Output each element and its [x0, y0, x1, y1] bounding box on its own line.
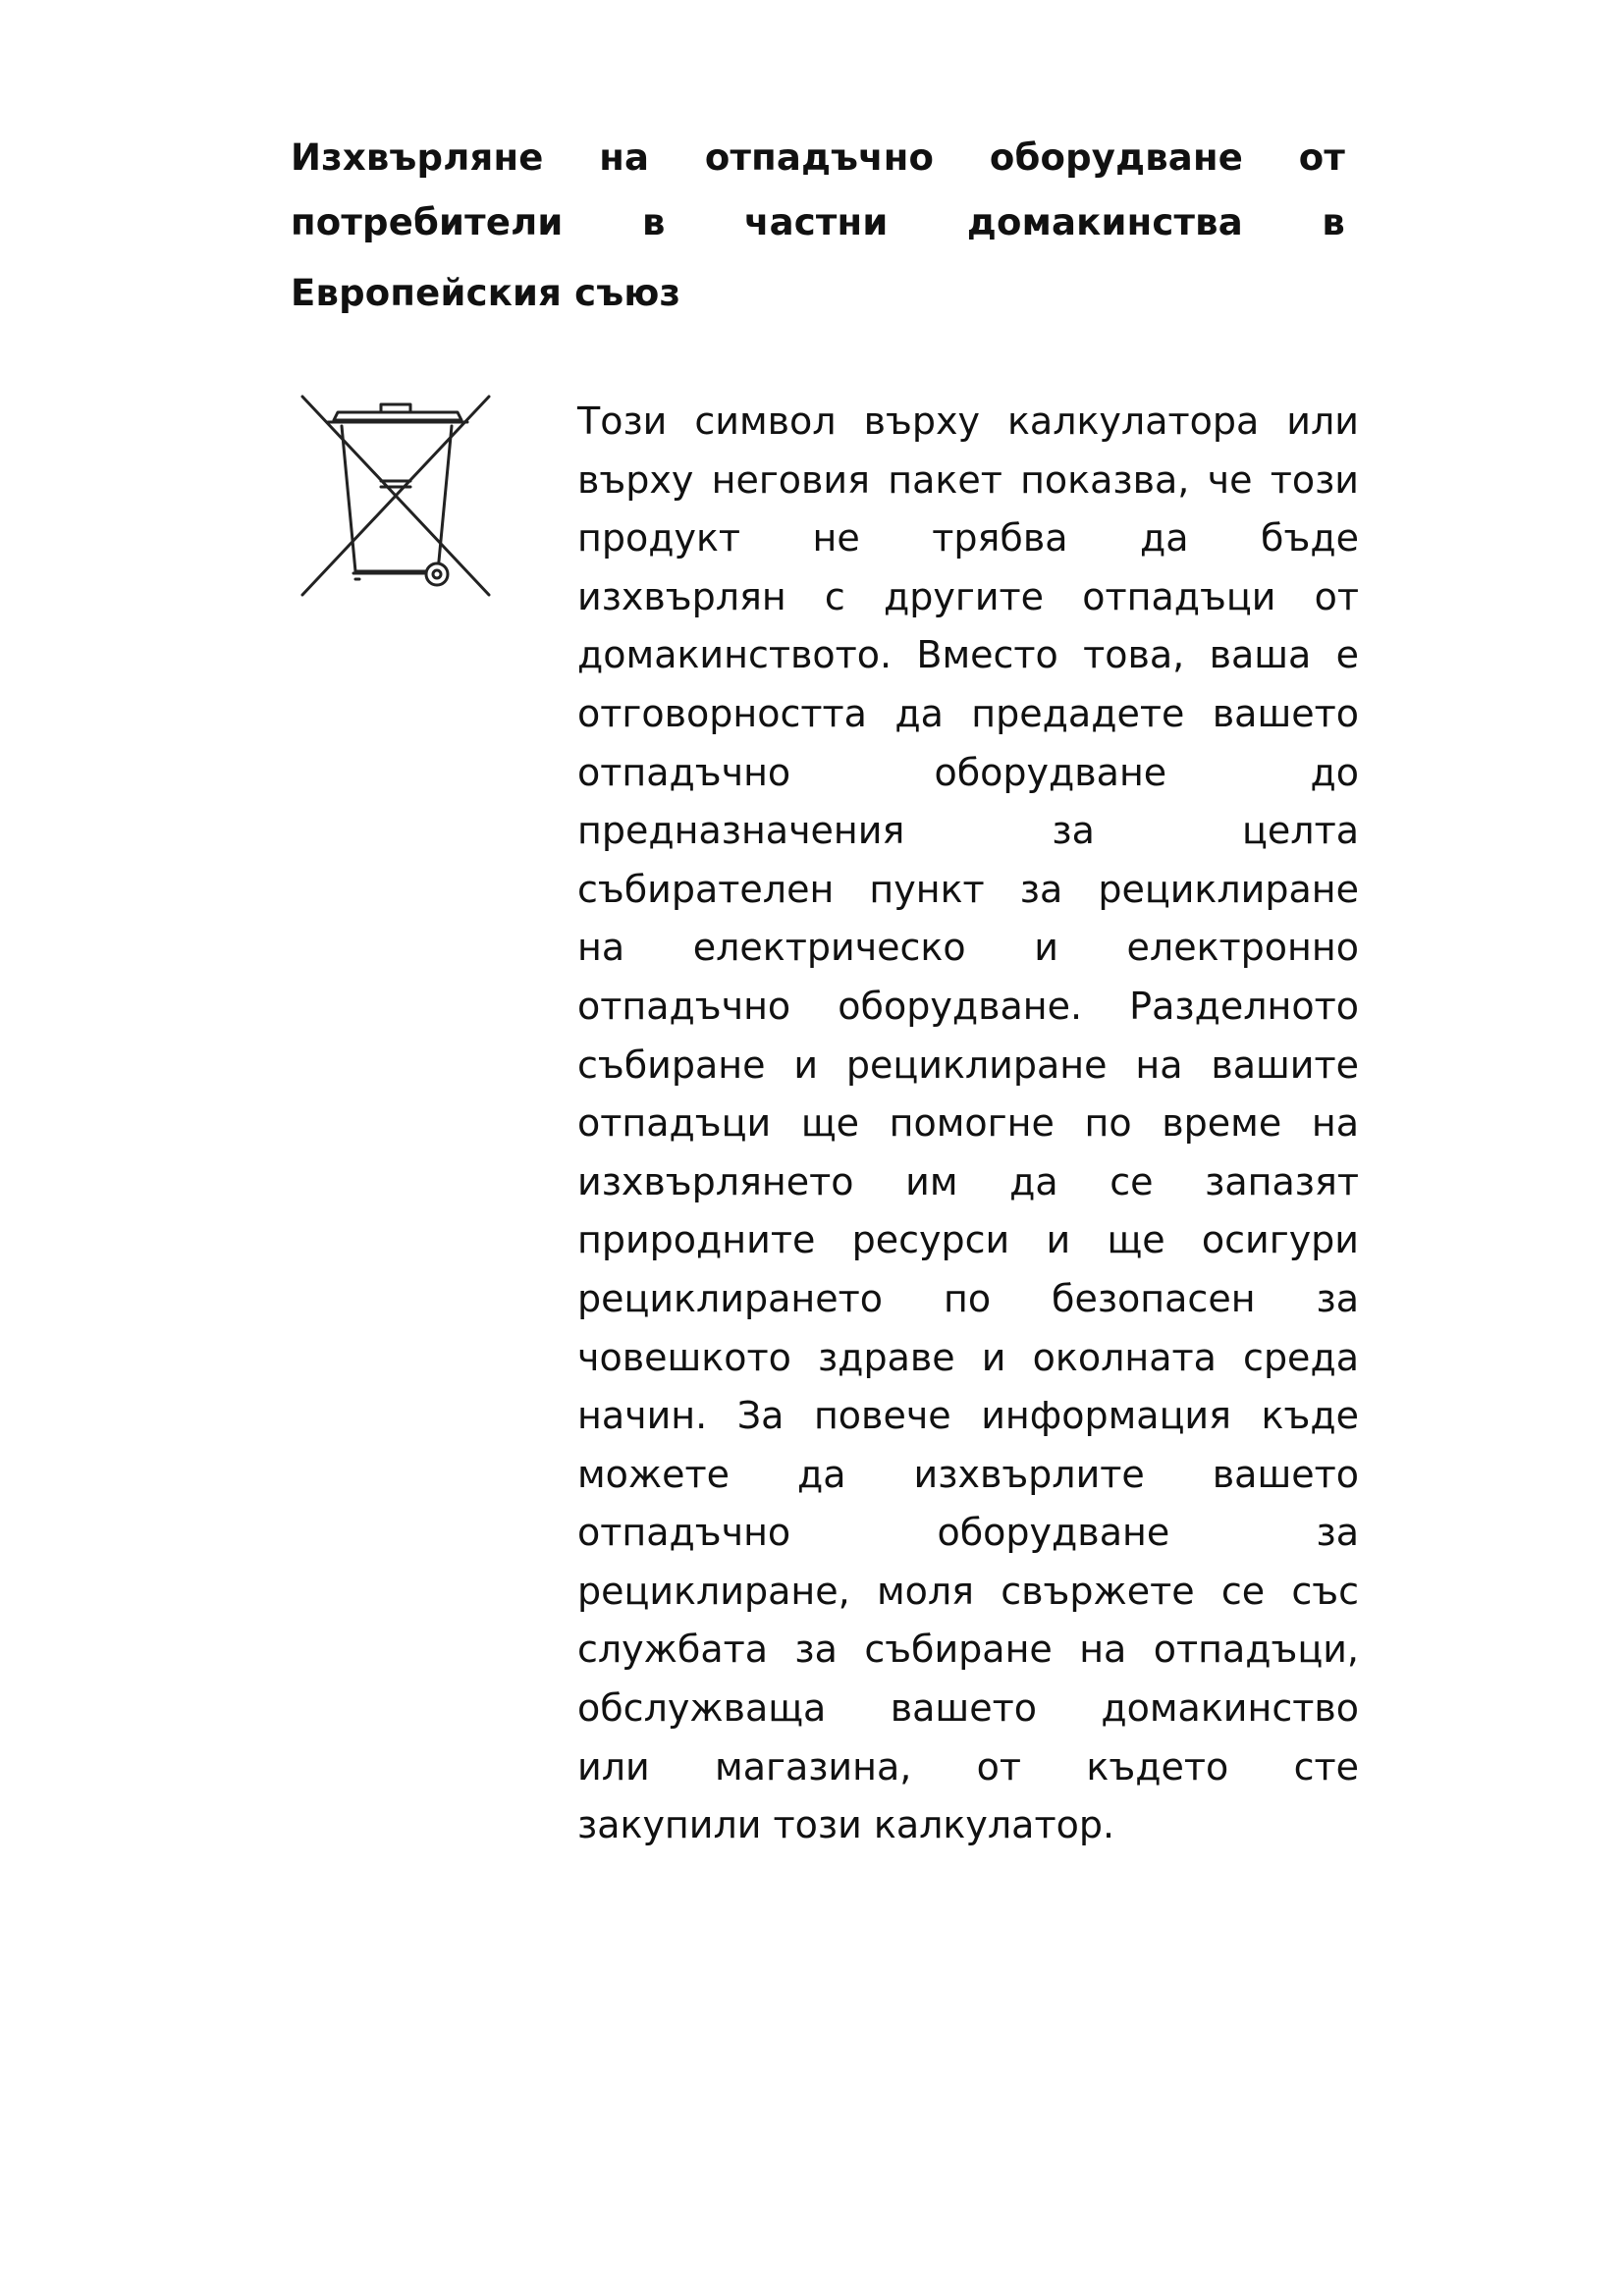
text-line: или магазина, от където сте [577, 1744, 1359, 1789]
text-line: можете да изхвърлите вашето [577, 1452, 1359, 1496]
text-line: продукт не трябва да бъде [577, 516, 1359, 561]
text-line: рециклирането по безопасен за [577, 1276, 1359, 1320]
text-line: отговорността да предадете вашето [577, 691, 1359, 735]
text-line: отпадъчно оборудване за [577, 1511, 1359, 1555]
title-line: Европейския съюз [291, 272, 681, 314]
text-line: службата за събиране на отпадъци, [577, 1628, 1359, 1672]
text-line: начин. За повече информация къде [577, 1394, 1359, 1438]
disposal-notice-text [577, 393, 1359, 1855]
text-line: отпадъчно оборудване до [577, 750, 1359, 794]
title-line: Изхвърляне на отпадъчно оборудване от [291, 136, 1345, 179]
text-line: отпадъчно оборудване. Разделното [577, 984, 1359, 1028]
text-line: обслужваща вашето домакинство [577, 1686, 1359, 1731]
text-line: върху неговия пакет показва, че този [577, 457, 1359, 502]
text-line: рециклиране, моля свържете се със [577, 1569, 1359, 1613]
text-line: изхвърлянето им да се запазят [577, 1159, 1359, 1203]
text-line: човешкото здраве и околната среда [577, 1335, 1359, 1379]
text-line: Този символ върху калкулатора или [577, 400, 1359, 443]
text-line: изхвърлян с другите отпадъци от [577, 574, 1359, 618]
page-title [291, 126, 1345, 326]
text-line: закупили този калкулатор. [577, 1803, 1115, 1847]
text-line: домакинството. Вместо това, ваша е [577, 633, 1359, 677]
title-line: потребители в частни домакинства в [291, 201, 1345, 243]
text-line: отпадъци ще помогне по време на [577, 1101, 1359, 1146]
text-line: природните ресурси и ще осигури [577, 1218, 1359, 1262]
text-line: събиране и рециклиране на вашите [577, 1042, 1359, 1087]
crossed-out-wheelie-bin-icon [295, 391, 497, 599]
text-line: на електрическо и електронно [577, 926, 1359, 970]
text-line: предназначения за целта [577, 809, 1359, 853]
text-line: събирателен пункт за рециклиране [577, 867, 1359, 911]
